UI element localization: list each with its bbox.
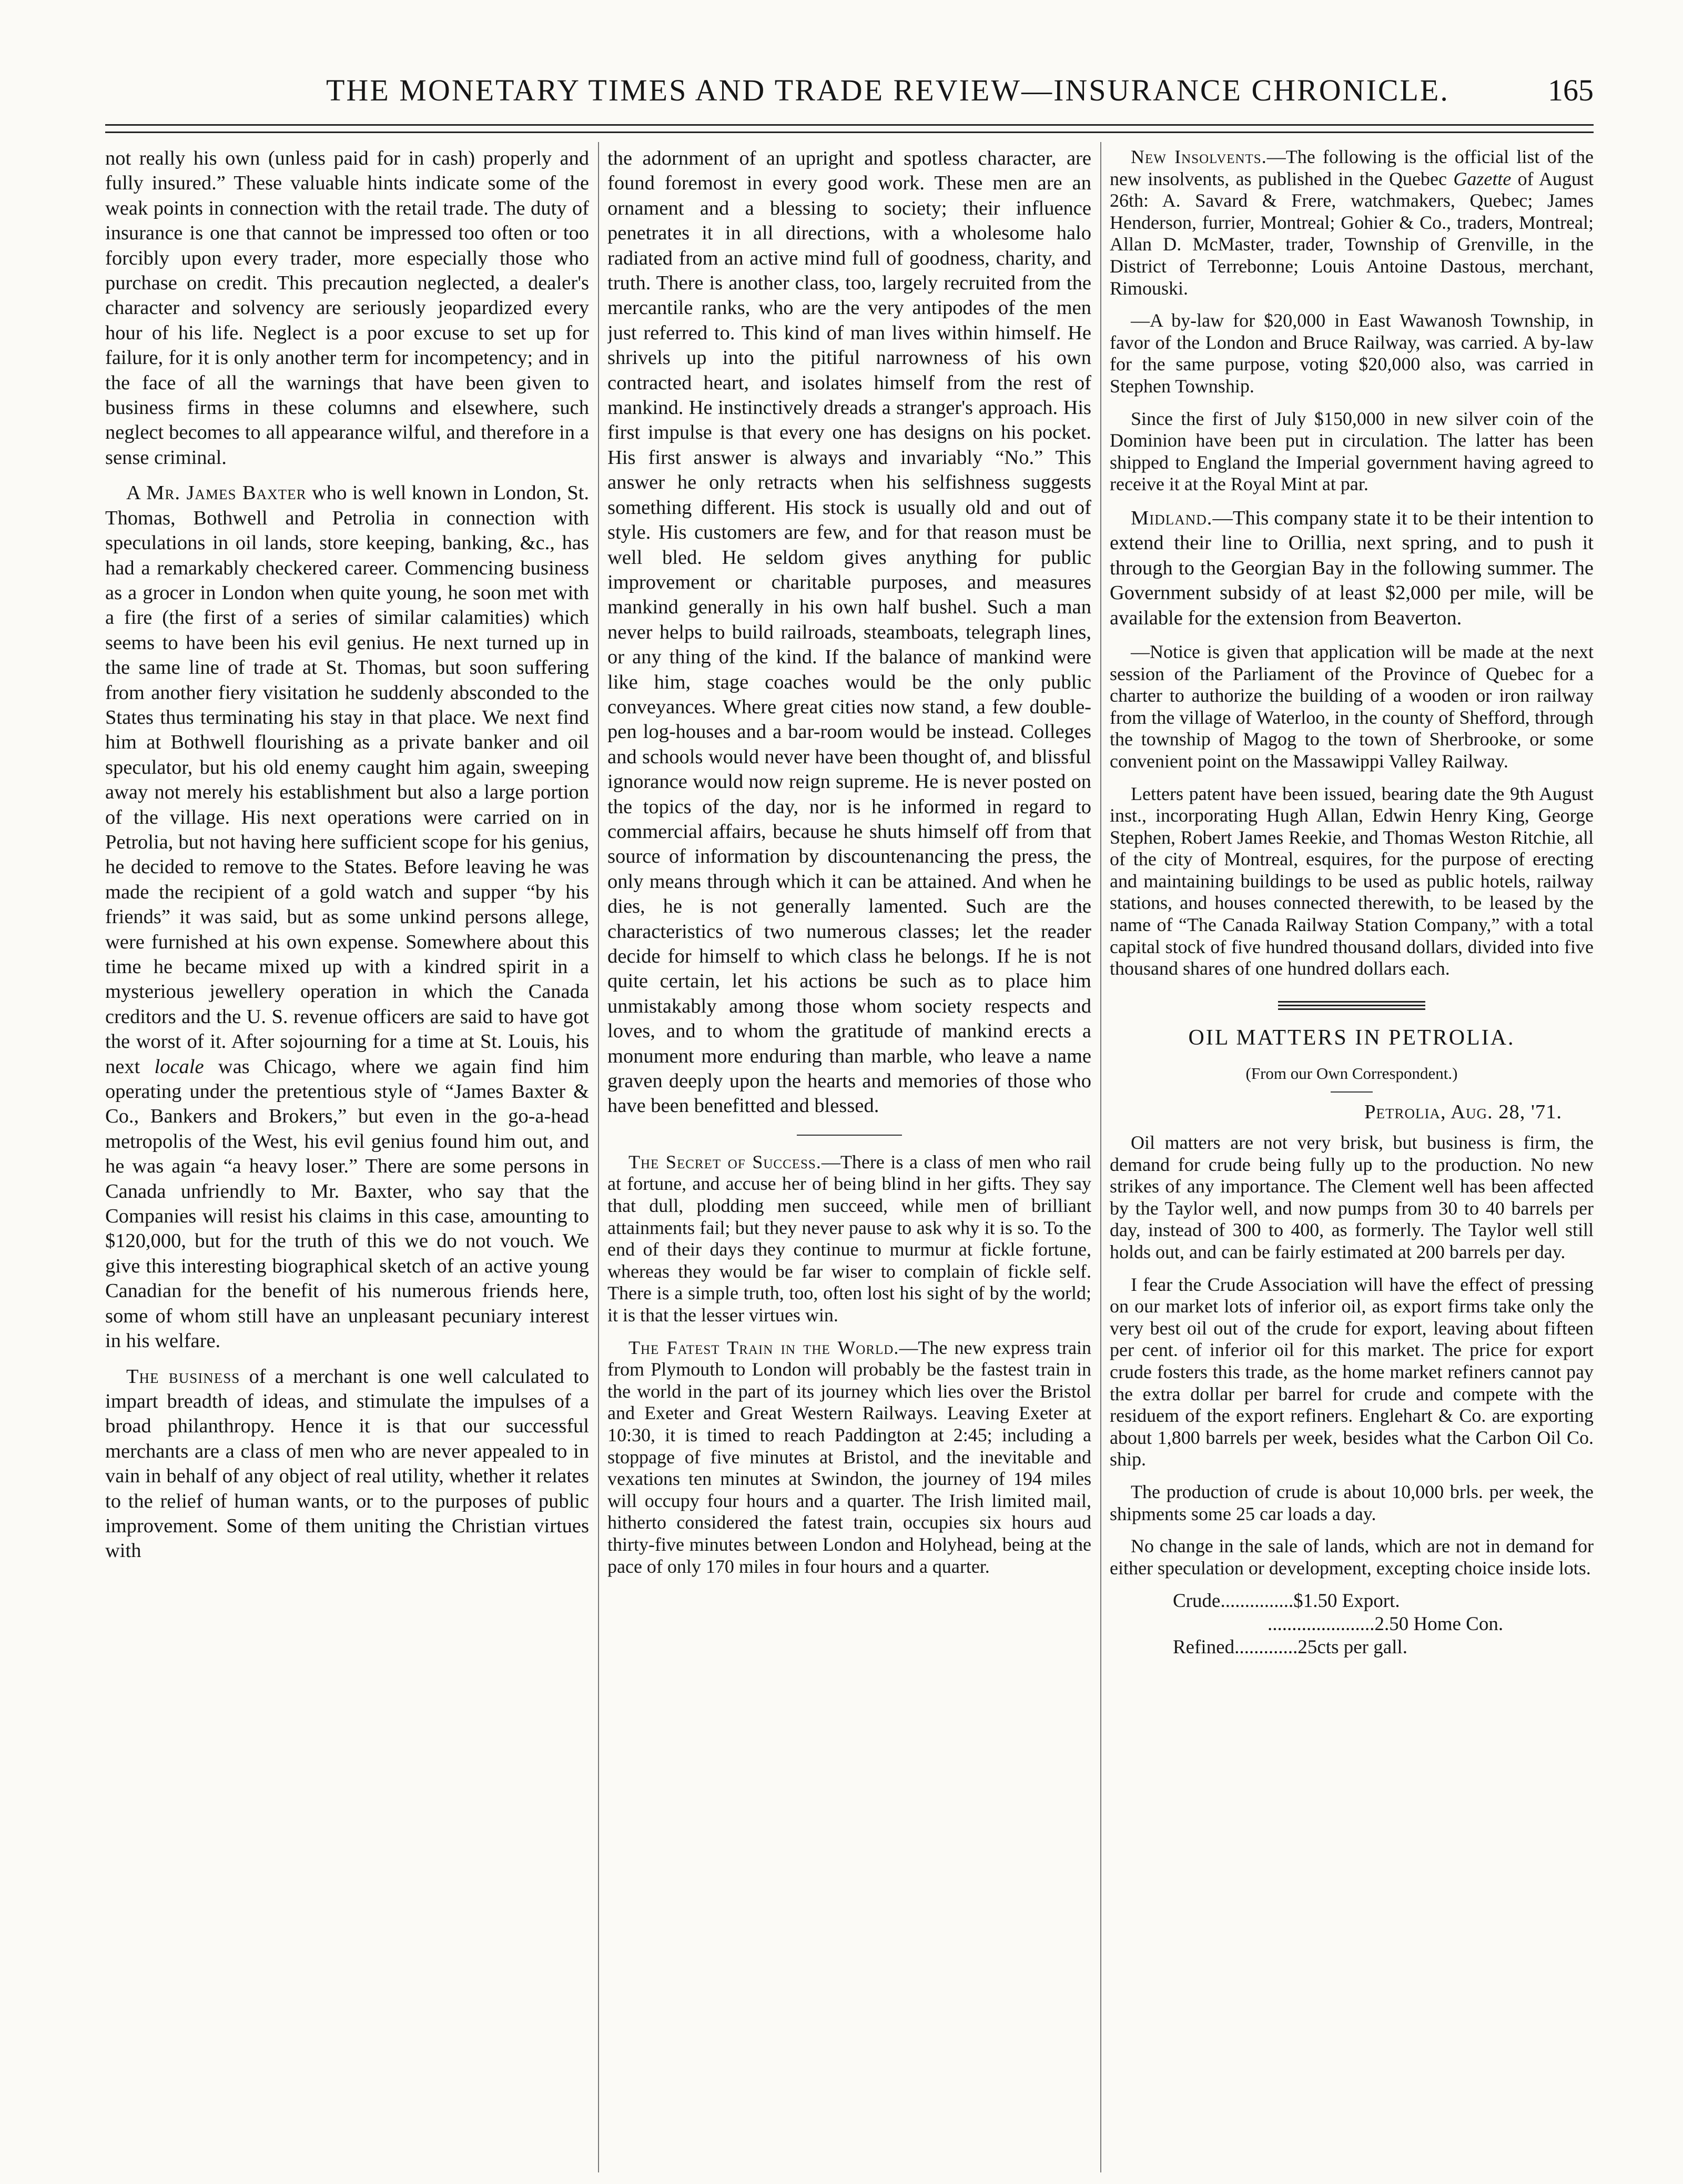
baxter-article (105, 481, 589, 1353)
oil-paragraph-4: No change in the sale of lands, which are not in demand for either speculation or development, excepting choice inside lots. (1110, 1535, 1594, 1579)
train-body: —The new express train from Plymouth to London will probably be the fastest train in the world in the part of its journey which lies over the Bristol and Exeter and Great Western Railways. Leaving Exeter at 10:30, it is timed to reach Paddington at 2:45; including a stoppage of five minutes at Bristol, and the inevitable and vexations ten minutes at Swindon, the journey of 194 miles will occupy four hours and a quarter. The Irish limited mail, hitherto considered the fatest train, occupies six hours aud thirty-five minutes between London and Holyhead, being at the pace of only 170 miles in four hours and a quarter. (607, 1337, 1091, 1577)
column-3 (1110, 146, 1594, 2166)
price-label: Refined (1173, 1636, 1235, 1659)
column-1 (105, 146, 589, 2166)
price-dots: ............... (1220, 1590, 1294, 1612)
price-value: 25cts per gall. (1297, 1636, 1407, 1659)
secret-article (607, 1151, 1091, 1327)
insolvents-body-1: —The following is the official list of the new insolvents, as published in the Quebec (1110, 146, 1594, 189)
oil-matters-heading: OIL MATTERS IN PETROLIA. (1188, 1025, 1515, 1050)
oil-paragraph-2: I fear the Crude Association will have the effect of pressing on our market lots of inferior oil, as export firms take only the very best oil out of the crude for export, leaving about fifteen per cent. of inferior oil for this market. The price for export crude fosters this trade, as the home market refiners cannot pay the extra dollar per barrel for crude and compete with the residuem of the export refiners. Englehart & Co. are exporting about 1,800 barrels per week, besides what the Carbon Oil Co. ship. (1110, 1273, 1594, 1470)
price-row (1110, 1613, 1594, 1636)
article-separator (797, 1135, 902, 1136)
column-divider-1 (598, 142, 599, 2172)
column-divider-2 (1100, 142, 1101, 2172)
price-row (1110, 1636, 1594, 1659)
insurance-paragraph: not really his own (unless paid for in cash) properly and fully insured.” These valuable hints indicate some of the weak points in connection with the retail trade. The duty of insurance is one that cannot be impressed too often or too forcibly upon every trader, more especially those who purchase on credit. This precaution neglected, a dealer's character and solvency are seriously jeopardized every hour of his life. Neglect is a poor excuse to set up for failure, for it is only another term for incompetency; and in the face of all the warnings that have been given to business firms in these columns and elsewhere, such neglect becomes to all appearance wilful, and therefore in a sense criminal. (105, 147, 589, 469)
price-value: 2.50 Home Con. (1374, 1613, 1504, 1635)
oil-paragraph-3: The production of crude is about 10,000 brls. per week, the shipments some 25 car loads a day. (1110, 1481, 1594, 1524)
secret-lead: The Secret of Success. (628, 1151, 822, 1172)
page-number: 165 (1548, 73, 1594, 107)
subheading-rule (1331, 1091, 1373, 1093)
price-dots: ............. (1234, 1636, 1298, 1659)
section-separator (1278, 1001, 1425, 1010)
secret-body: —There is a class of men who rail at fortune, and accuse her of being blind in her gifts. They say that dull, plodding men succeed, while men of brilliant attainments fail; but they never pause to ask why it is so. To the end of their days they continue to murmur at fickle fortune, whereas they would be far wiser to complain of fickle self. There is a simple truth, too, often lost his sight of by the world; it is that the lesser virtues win. (607, 1151, 1091, 1326)
price-dots: ...................... (1268, 1613, 1375, 1635)
silver-coin-paragraph: Since the first of July $150,000 in new silver coin of the Dominion have been put in circulation. The latter has been shipped to England the Imperial government having agreed to receive it at the Royal Mint at par. (1110, 408, 1594, 495)
business-lead: The business (126, 1365, 240, 1388)
baxter-body: who is well known in London, St. Thomas, Bothwell and Petrolia in connection with speculations in oil lands, store keeping, banking, &c., has had a remarkably checkered career. Commencing business as a grocer in London when quite young, he soon met with a fire (the first of a series of similar calamities) which seems to have been his evil genius. He next turned up in the same line of trade at St. Thomas, but soon suffering from another fiery visitation he suddenly absconded to the States thus terminating his stay in that place. We next find him at Bothwell flourishing as a private banker and oil speculator, but his old enemy caught him again, sweeping away not merely his establishment but also a large portion of the village. His next operations were carried on in Petrolia, but not having here sufficient scope for his genius, he decided to remove to the States. Before leaving he was made the recipient of a gold watch and supper “by his friends” it was said, but as some unkind persons allege, were furnished at his own expense. Somewhere about this time he became mixed up with a kindred spirit in a mysterious jewellery operation in which the Canada creditors and the U. S. revenue officers are said to have got the worst of it. After sojourning for a time at St. Louis, his next (105, 482, 589, 1078)
baxter-locale: locale (154, 1055, 204, 1078)
insolvents-body-2: of August 26th: A. Savard & Frere, watchmakers, Quebec; James Henderson, furrier, Montreal; Gohier & Co., traders, Montreal; Allan D. McMaster, trader, Township of Grenville, in the District of Terrebonne; Louis Antoine Dastous, merchant, Rimouski. (1110, 168, 1594, 299)
merchant-classes-paragraph: the adornment of an upright and spotless character, are found foremost in every good work. These men are an ornament and a blessing to society; their influence penetrates it in all directions, with a wholesome halo radiated from an active mind full of goodness, charity, and truth. There is another class, too, largely recruited from the mercantile ranks, who are the very antipodes of the men just referred to. This kind of man lives within himself. He shrivels up into the pitiful narrowness of his own contracted heart, and isolates himself from the rest of mankind. He instinctively dreads a stranger's approach. His first impulse is that every one has designs on his pocket. His first answer is always and invariably “No.” This answer he only retracts when his selfishness suggests something different. His stock is usually old and out of style. His customers are few, and for that reason must be well bled. He seldom gives anything for public improvement or charitable purposes, and measures mankind generally in his own half bushel. Such a man never helps to build railroads, steamboats, telegraph lines, or any thing of the kind. If the balance of mankind were like him, stage coaches would be the only public conveyances. Where great cities now stand, a few double-pen log-houses and a bar-room would be instead. Colleges and schools would never have been thought of, and blissful ignorance would now reign supreme. He is never posted on the topics of the day, nor is he informed in regard to commercial affairs, because he shuts himself off from that source of information by discountenancing the press, the only means through which it can be attained. And when he dies, he is not generally lamented. Such are the characteristics of two numerous classes; let the reader decide for himself to which class he belongs. If he is not quite certain, let his actions be such as to place him unmistakably among those whom society respects and loves, and to whom the gratitude of mankind erects a monument more enduring than marble, who leave a name graven deeply upon the hearts and memories of those who have been benefitted and blessed. (607, 147, 1091, 1117)
train-lead: The Fatest Train in the World. (628, 1337, 899, 1358)
header-rule-top (105, 124, 1594, 126)
insolvents-article (1110, 146, 1594, 299)
baxter-body-2: was Chicago, where we again find him operating under the pretentious style of “James Baxter & Co., Bankers and Brokers,” but even in the go-a-head metropolis of the West, his evil genius found him out, and he was again “a heavy loser.” There are some persons in Canada unfriendly to Mr. Baxter, who say that the Companies will resist his claims in this case, amounting to $120,000, but for the truth of this we do not vouch. We give this interesting biographical sketch of an active young Canadian for the benefit of his numerous friends here, some of whom still have an unpleasant pecuniary interest in his welfare. (105, 1055, 589, 1352)
midland-lead: Midland. (1131, 507, 1213, 529)
oil-dateline: Petrolia, Aug. 28, '71. (1364, 1100, 1562, 1123)
baxter-lead: A Mr. James Baxter (126, 482, 307, 504)
oil-paragraph-1: Oil matters are not very brisk, but business is firm, the demand for crude being fully up to the production. No new strikes of any importance. The Clement well has been affected by the Taylor well, and now pumps from 30 to 40 barrels per day, instead of 300 to 400, as formerly. The Taylor well still holds out, and can be fairly estimated at 200 barrels per day. (1110, 1132, 1594, 1263)
business-body: of a merchant is one well calculated to impart breadth of ideas, and stimulate the impulses of a broad philanthropy. Hence it is that our successful merchants are a class of men who are never appealed to in vain in behalf of any object of real utility, whether it relates to the relief of human wants, or to the purposes of public improvement. Some of them uniting the Christian virtues with (105, 1365, 589, 1562)
insolvents-lead: New Insolvents. (1131, 146, 1267, 167)
business-article (105, 1364, 589, 1564)
bylaw-paragraph: —A by-law for $20,000 in East Wawanosh Township, in favor of the London and Bruce Railway, was carried. A by-law for the same purpose, voting $20,000 also, was carried in Stephen Township. (1110, 310, 1594, 397)
price-value: $1.50 Export. (1293, 1590, 1400, 1612)
letters-patent-paragraph: Letters patent have been issued, bearing date the 9th August inst., incorporating Hugh Allan, Edwin Henry King, George Stephen, Robert James Reekie, and Thomas Weston Ritchie, all of the city of Montreal, esquires, for the purpose of erecting and maintaining buildings to be used as public hotels, railway stations, and houses connected therewith, to be leased by the name of “The Canada Railway Station Company,” with a total capital stock of five hundred thousand dollars, divided into five thousand shares of one hundred dollars each. (1110, 783, 1594, 979)
oil-matters-subheading: (From our Own Correspondent.) (1245, 1064, 1458, 1083)
midland-article (1110, 506, 1594, 631)
midland-body: —This company state it to be their intention to extend their line to Orillia, next spring, and to push it through to the Georgian Bay in the following summer. The Government subsidy of at least $2,000 per mile, will be available for the extension from Beaverton. (1110, 507, 1594, 629)
header-rule-bottom (105, 132, 1594, 133)
column-2 (607, 146, 1091, 2166)
insolvents-gazette: Gazette (1453, 168, 1512, 189)
price-row (1110, 1590, 1594, 1613)
page-header (105, 73, 1594, 120)
train-article (607, 1337, 1091, 1578)
page-title: THE MONETARY TIMES AND TRADE REVIEW—INSURANCE CHRONICLE. (326, 73, 1449, 107)
price-list (1110, 1590, 1594, 1659)
notice-paragraph: —Notice is given that application will be made at the next session of the Parliament of the Province of Quebec for a charter to authorize the building of a wooden or iron railway from the village of Waterloo, in the county of Shefford, through the township of Magog to the town of Sherbrooke, or some convenient point on the Massawippi Valley Railway. (1110, 641, 1594, 772)
price-label: Crude (1173, 1590, 1221, 1612)
